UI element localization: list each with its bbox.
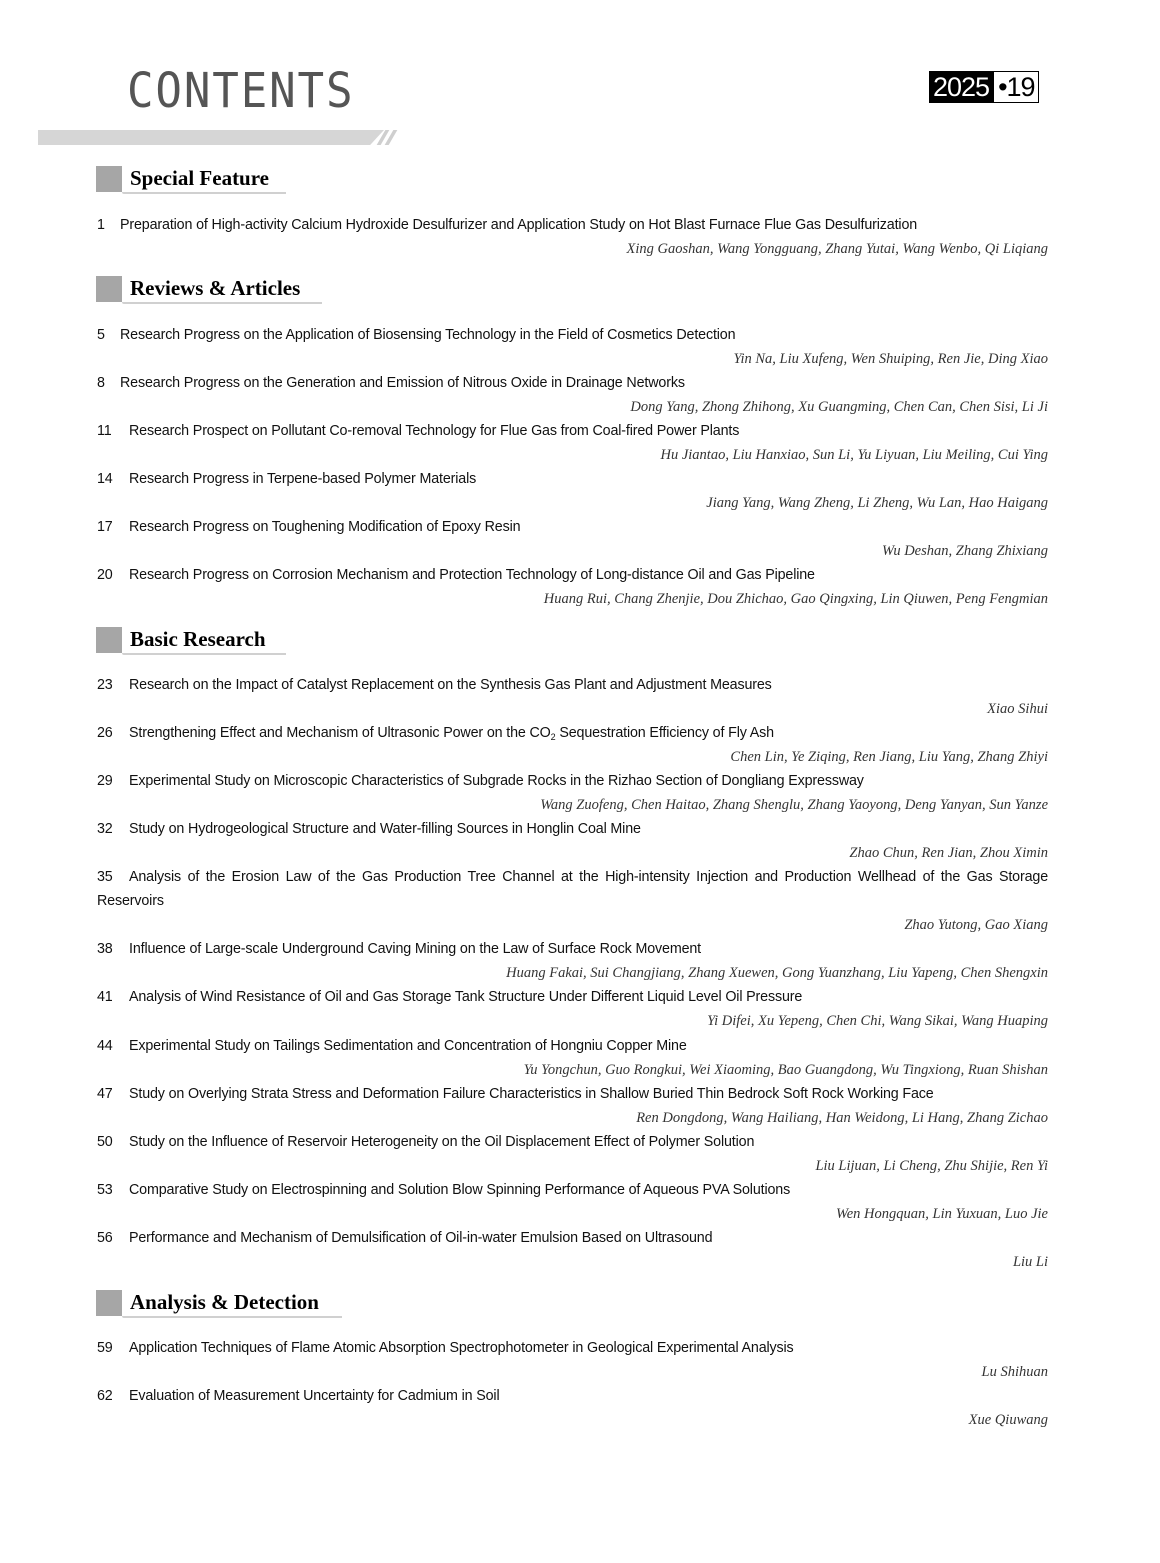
entry-page-number: 47 (97, 1086, 113, 1102)
entry-page-number: 50 (97, 1134, 113, 1150)
toc-entry[interactable] (97, 563, 1048, 587)
entry-authors: Wen Hongquan, Lin Yuxuan, Luo Jie (835, 1206, 1048, 1222)
toc-entry[interactable] (97, 419, 1048, 443)
entry-title-part: Sequestration Efficiency of Fly Ash (555, 725, 774, 741)
entry-title: Evaluation of Measurement Uncertainty for Cadmium in Soil (129, 1388, 500, 1404)
issue-badge (929, 71, 1039, 103)
entry-title: Research Prospect on Pollutant Co-removal Technology for Flue Gas from Coal-fired Power Plants (129, 423, 740, 439)
entry-authors: Yu Yongchun, Guo Rongkui, Wei Xiaoming, Bao Guangdong, Wu Tingxiong, Ruan Shishan (523, 1062, 1048, 1078)
entry-authors: Liu Li (1012, 1254, 1048, 1270)
entry-title: Preparation of High-activity Calcium Hydroxide Desulfurizer and Application Study on Hot Blast Furnace Flue Gas Desulfurization (120, 217, 918, 233)
entry-authors: Huang Rui, Chang Zhenjie, Dou Zhichao, Gao Qingxing, Lin Qiuwen, Peng Fengmian (543, 591, 1048, 607)
entry-title: Research Progress on the Generation and Emission of Nitrous Oxide in Drainage Networks (120, 375, 685, 391)
title-rule (38, 130, 384, 145)
section-marker-icon (96, 166, 122, 192)
entry-page-number: 38 (97, 941, 113, 957)
entry-page-number: 53 (97, 1182, 113, 1198)
entry-page-number: 5 (97, 327, 105, 343)
entry-page-number: 17 (97, 519, 113, 535)
section-title: Analysis & Detection (130, 1290, 319, 1314)
entry-title: Analysis of the Erosion Law of the Gas Production Tree Channel at the High-intensity Injection and Production Wellhead of the Gas Storage Reservoirs (97, 869, 1048, 909)
toc-entry[interactable] (97, 769, 1048, 793)
entry-authors: Wu Deshan, Zhang Zhixiang (882, 543, 1048, 559)
entry-page-number: 62 (97, 1388, 113, 1404)
entry-authors: Yi Difei, Xu Yepeng, Chen Chi, Wang Sikai, Wang Huaping (707, 1013, 1048, 1029)
entry-title: Application Techniques of Flame Atomic Absorption Spectrophotometer in Geological Experimental Analysis (129, 1340, 794, 1356)
entry-page-number: 32 (97, 821, 113, 837)
entry-title: Research on the Impact of Catalyst Replacement on the Synthesis Gas Plant and Adjustment Measures (129, 677, 772, 693)
toc-entry[interactable] (97, 515, 1048, 539)
entry-authors: Wang Zuofeng, Chen Haitao, Zhang Shenglu, Zhang Yaoyong, Deng Yanyan, Sun Yanze (540, 797, 1048, 813)
entry-page-number: 11 (97, 423, 112, 439)
entry-authors: Lu Shihuan (981, 1364, 1048, 1380)
entry-title (129, 725, 774, 741)
entry-authors: Zhao Yutong, Gao Xiang (904, 917, 1048, 933)
entry-page-number: 8 (97, 375, 105, 391)
toc-entry[interactable] (97, 1034, 1048, 1058)
entry-authors: Zhao Chun, Ren Jian, Zhou Ximin (849, 845, 1048, 861)
entry-title-part: Strengthening Effect and Mechanism of Ultrasonic Power on the CO (129, 725, 551, 741)
section-title: Basic Research (130, 627, 266, 651)
entry-authors: Hu Jiantao, Liu Hanxiao, Sun Li, Yu Liyuan, Liu Meiling, Cui Ying (660, 447, 1048, 463)
entry-authors: Ren Dongdong, Wang Hailiang, Han Weidong, Li Hang, Zhang Zichao (636, 1110, 1048, 1126)
entry-page-number: 1 (97, 217, 105, 233)
toc-entry[interactable] (97, 1130, 1048, 1154)
entry-title: Research Progress on Toughening Modification of Epoxy Resin (129, 519, 521, 535)
section-marker-icon (96, 276, 122, 302)
toc-entry[interactable] (97, 371, 1048, 395)
entry-authors: Xue Qiuwang (968, 1412, 1048, 1428)
section-marker-icon (96, 1290, 122, 1316)
entry-title: Comparative Study on Electrospinning and Solution Blow Spinning Performance of Aqueous PVA Solutions (129, 1182, 791, 1198)
entry-page-number: 29 (97, 773, 113, 789)
toc-entry[interactable] (97, 937, 1048, 961)
entry-authors: Jiang Yang, Wang Zheng, Li Zheng, Wu Lan, Hao Haigang (706, 495, 1048, 511)
entry-page-number: 41 (97, 989, 113, 1005)
entry-page-number: 59 (97, 1340, 113, 1356)
entry-page-number: 35 (97, 869, 113, 885)
entry-authors: Dong Yang, Zhong Zhihong, Xu Guangming, Chen Can, Chen Sisi, Li Ji (630, 399, 1048, 415)
toc-entry[interactable] (97, 721, 1048, 745)
toc-entry[interactable] (97, 817, 1048, 841)
page-title: CONTENTS (127, 63, 355, 119)
entry-authors: Liu Lijuan, Li Cheng, Zhu Shijie, Ren Yi (815, 1158, 1048, 1174)
toc-entry[interactable] (97, 1178, 1048, 1202)
entry-title: Study on Hydrogeological Structure and Water-filling Sources in Honglin Coal Mine (129, 821, 641, 837)
toc-entry[interactable] (97, 985, 1048, 1009)
entry-title: Analysis of Wind Resistance of Oil and Gas Storage Tank Structure Under Different Liquid Level Oil Pressure (129, 989, 803, 1005)
toc-entry[interactable] (97, 467, 1048, 491)
entry-title: Research Progress in Terpene-based Polymer Materials (129, 471, 477, 487)
entry-authors: Chen Lin, Ye Ziqing, Ren Jiang, Liu Yang, Zhang Zhiyi (730, 749, 1048, 765)
entry-page-number: 20 (97, 567, 113, 583)
entry-title: Experimental Study on Microscopic Characteristics of Subgrade Rocks in the Rizhao Section of Dongliang Expressway (129, 773, 864, 789)
entry-page-number: 44 (97, 1038, 113, 1054)
entry-title: Study on the Influence of Reservoir Heterogeneity on the Oil Displacement Effect of Polymer Solution (129, 1134, 755, 1150)
entry-title: Research Progress on the Application of Biosensing Technology in the Field of Cosmetics Detection (120, 327, 736, 343)
toc-entry[interactable] (97, 865, 1048, 913)
entry-page-number: 14 (97, 471, 113, 487)
entry-title: Performance and Mechanism of Demulsification of Oil-in-water Emulsion Based on Ultrasound (129, 1230, 713, 1246)
toc-entry[interactable] (97, 673, 1048, 697)
entry-title: Study on Overlying Strata Stress and Deformation Failure Characteristics in Shallow Buried Thin Bedrock Soft Rock Working Face (129, 1086, 934, 1102)
entry-title: Research Progress on Corrosion Mechanism and Protection Technology of Long-distance Oil and Gas Pipeline (129, 567, 815, 583)
issue-year: 2025 (933, 72, 990, 102)
entry-authors: Yin Na, Liu Xufeng, Wen Shuiping, Ren Jie, Ding Xiao (733, 351, 1048, 367)
entry-authors: Xing Gaoshan, Wang Yongguang, Zhang Yutai, Wang Wenbo, Qi Liqiang (626, 241, 1048, 257)
section-title: Reviews & Articles (130, 276, 301, 300)
entry-authors: Huang Fakai, Sui Changjiang, Zhang Xuewen, Gong Yuanzhang, Liu Yapeng, Chen Shengxin (506, 965, 1048, 981)
entry-authors: Xiao Sihui (987, 701, 1048, 717)
section-marker-icon (96, 627, 122, 653)
toc-entry[interactable] (97, 1336, 1048, 1360)
entry-title: Influence of Large-scale Underground Caving Mining on the Law of Surface Rock Movement (129, 941, 702, 957)
toc-entry[interactable] (97, 1226, 1048, 1250)
entry-page-number: 26 (97, 725, 113, 741)
issue-number: •19 (994, 72, 1038, 102)
entry-page-number: 56 (97, 1230, 113, 1246)
entry-title: Experimental Study on Tailings Sedimentation and Concentration of Hongniu Copper Mine (129, 1038, 687, 1054)
toc-entry[interactable] (97, 1082, 1048, 1106)
toc-entry[interactable] (97, 1384, 1048, 1408)
toc-entry[interactable] (97, 323, 1048, 347)
entry-page-number: 23 (97, 677, 113, 693)
section-title: Special Feature (130, 166, 270, 190)
toc-entry[interactable] (97, 213, 1048, 237)
entry-title-subscript: 2 (550, 732, 556, 742)
